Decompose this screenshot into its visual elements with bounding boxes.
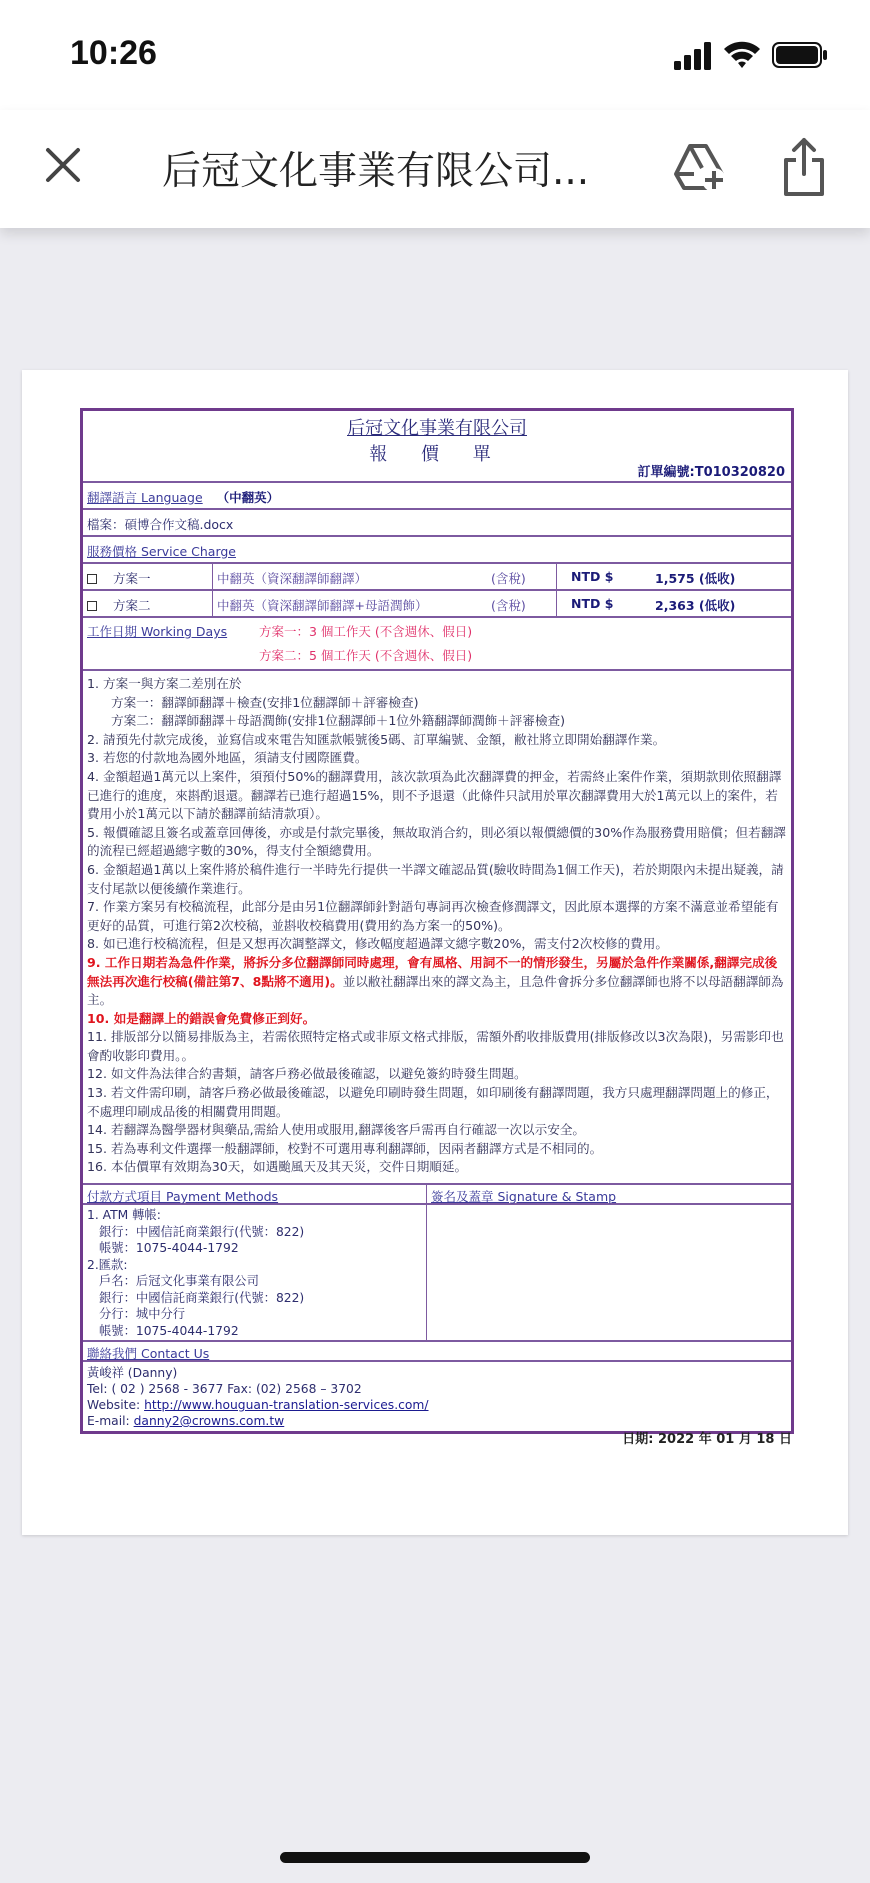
service-label: 服務價格 Service Charge [87,544,236,559]
working-days-plan2: 方案二：5 個工作天 (不含週休、假日) [259,648,473,663]
wire-name: 戶名：后冠文化事業有限公司 [99,1274,259,1289]
signature-label: 簽名及蓋章 Signature & Stamp [431,1189,617,1205]
plan2-price: 2,363 (低收) [655,598,736,613]
term-item: 1. 方案一與方案二差別在於 [87,676,242,691]
email-link[interactable]: danny2@crowns.com.tw [133,1414,285,1429]
payment-methods [83,1205,427,1340]
add-to-drive-icon[interactable] [672,138,728,194]
signal-icon [674,42,714,70]
payment-body-row [83,1205,791,1342]
email-label: E-mail: [87,1414,134,1429]
file-name: 檔案：碩博合作文稿.docx [87,517,234,532]
term-item: 5. 報價確認且簽名或蓋章回傳後，亦或是付款完畢後，無故取消合約，則必須以報價總價的30%作為服務費用賠償；但若翻譯的流程已經超過總字數的30%，得支付全額總費用。 [87,824,786,859]
plan-row [83,564,791,591]
language-label: 翻譯語言 Language [87,490,203,505]
battery-icon [772,42,828,68]
term-9-rest: 並以敝社翻譯出來的譯文為主，且急件會拆分多位翻譯師也將不以母語翻譯師為主。 [87,973,784,1008]
term-item-9 [87,954,787,1010]
term-9-highlight: 9. 工作日期若為急件作業，將拆分多位翻譯師同時處理，會有風格、用詞不一的情形發生，另屬於急件作業關係,翻譯完成後無法再次進行校稿(備註第7、8點將不適用)。 [87,954,778,989]
website-label: Website: [87,1398,145,1413]
payment-methods-label: 付款方式項目 Payment Methods [87,1189,279,1205]
term-item: 11. 排版部分以簡易排版為主，若需依照特定格式或非原文格式排版，需額外酌收排版費用(排版修改以3次為限)，另需影印也會酌收影印費用。。 [87,1029,784,1063]
plan1-desc: 中翻英（資深翻譯師翻譯） [217,571,368,586]
plan1-tax: (含稅) [487,564,557,589]
home-indicator[interactable] [280,1852,590,1863]
contact-label: 聯絡我們 Contact Us [87,1346,210,1362]
term-item: 4. 金額超過1萬元以上案件，須預付50%的翻譯費用，該次款項為此次翻譯費的押金，若需終止案件作業，須期款則依照翻譯已進行的進度，來斟酌退還。翻譯若已進行超過15%，則不予退還（此條件只試用於單次翻譯費用大於1萬元以上的案件，若費用小於1萬元以下請於翻譯前結清款項）。 [87,768,782,822]
quotation-sheet [80,408,794,1434]
status-time: 10:26 [70,34,157,72]
atm-account: 帳號：1075-4044-1792 [99,1241,239,1256]
term-item: 8. 如已進行校稿流程，但是又想再次調整譯文，修改幅度超過譯文總字數20%，需支付2次校修的費用。 [87,936,668,952]
plan2-tax: (含稅) [487,591,557,616]
working-days-label: 工作日期 Working Days [87,624,228,639]
file-row [83,510,791,537]
plan2-currency: NTD $ [571,596,614,611]
order-number: 訂單編號:T010320820 [637,465,785,480]
plan1-price: 1,575 (低收) [655,571,736,586]
contact-tel: Tel: ( 02 ) 2568 - 3677 Fax: (02) 2568 – 3702 [87,1382,362,1397]
atm-title: 1. ATM 轉帳: [87,1208,161,1223]
term-item: 13. 若文件需印刷，請客戶務必做最後確認，以避免印刷時發生問題，如印刷後有翻譯問題，我方只處理翻譯問題上的修正，不處理印刷成品後的相關費用問題。 [87,1085,779,1119]
plan1-name: 方案一 [113,571,151,586]
wire-title: 2.匯款: [87,1257,128,1272]
plan2-name: 方案二 [113,598,151,613]
term-item: 14. 若翻譯為醫學器材與藥品,需給人使用或服用,翻譯後客戶需再自行確認一次以示安全。 [87,1122,586,1138]
share-icon[interactable] [780,136,828,198]
term-item: 6. 金額超過1萬以上案件將於稿件進行一半時先行提供一半譯文確認品質(驗收時間為1個工作天)，若於期限內未提出疑義，請支付尾款以便後續作業進行。 [87,861,784,896]
term-item: 12. 如文件為法律合約書類，請客戶務必做最後確認，以避免簽約時發生問題。 [87,1066,527,1082]
term-item: 3. 若您的付款地為國外地區，須請支付國際匯費。 [87,750,368,766]
close-icon[interactable] [40,142,86,188]
terms-list [83,671,791,1185]
term-item: 7. 作業方案另有校稿流程，此部分是由另1位翻譯師針對語句專詞再次檢查修潤譯文，因此原本選擇的方案不滿意並希望能有更好的品質，可進行第2次校稿，並斟收校稿費用(費用約為方案一的50%)。 [87,899,779,933]
term-item: 方案一：翻譯師翻譯＋檢查(安排1位翻譯師＋評審檢查) [111,694,419,710]
term-item: 2. 請預先付款完成後，並寫信或來電告知匯款帳號後5碼、訂單編號、金額，敝社將立即開始翻譯作業。 [87,731,666,747]
wire-account: 帳號：1075-4044-1792 [99,1323,239,1338]
contact-info [83,1362,791,1431]
contact-name: 黃峻祥 (Danny) [87,1366,178,1381]
website-link[interactable]: http://www.houguan-translation-services.com/ [144,1398,429,1413]
plan2-desc: 中翻英（資深翻譯師翻譯+母語潤飾） [217,598,428,613]
service-row [83,537,791,564]
quote-title: 報 價 單 [369,444,505,465]
quote-date: 日期: 2022 年 01 月 18 日 [622,1432,792,1447]
contact-header-row [83,1342,791,1362]
wire-bank: 銀行：中國信託商業銀行(代號：822) [99,1290,305,1305]
payment-header-row [83,1185,791,1205]
working-days-plan1: 方案一：3 個工作天 (不含週休、假日) [259,624,473,639]
atm-bank: 銀行：中國信託商業銀行(代號：822) [99,1224,305,1239]
plan1-currency: NTD $ [571,569,614,584]
wire-branch: 分行：城中分行 [99,1307,186,1322]
wifi-icon [722,38,762,70]
plan-row [83,591,791,618]
term-item: 15. 若為專利文件選擇一般翻譯師，校對不可選用專利翻譯師，因兩者翻譯方式是不相同的。 [87,1140,603,1156]
document-page [22,370,848,1535]
term-item: 10. 如是翻譯上的錯誤會免費修正到好。 [87,1010,316,1026]
status-bar [0,0,870,110]
working-days-row [83,618,791,671]
language-value: （中翻英） [216,490,280,505]
term-item: 方案二：翻譯師翻譯＋母語潤飾(安排1位翻譯師＋1位外籍翻譯師潤飾＋評審檢查) [111,713,566,729]
language-row [83,483,791,510]
plan1-checkbox[interactable] [87,574,97,584]
document-title: 后冠文化事業有限公司... [162,149,590,194]
quote-header [83,411,791,483]
company-name: 后冠文化事業有限公司 [347,418,527,439]
term-item: 16. 本估價單有效期為30天，如遇颱風天及其天災，交件日期順延。 [87,1159,468,1175]
plan2-checkbox[interactable] [87,601,97,611]
nav-bar [0,110,870,228]
